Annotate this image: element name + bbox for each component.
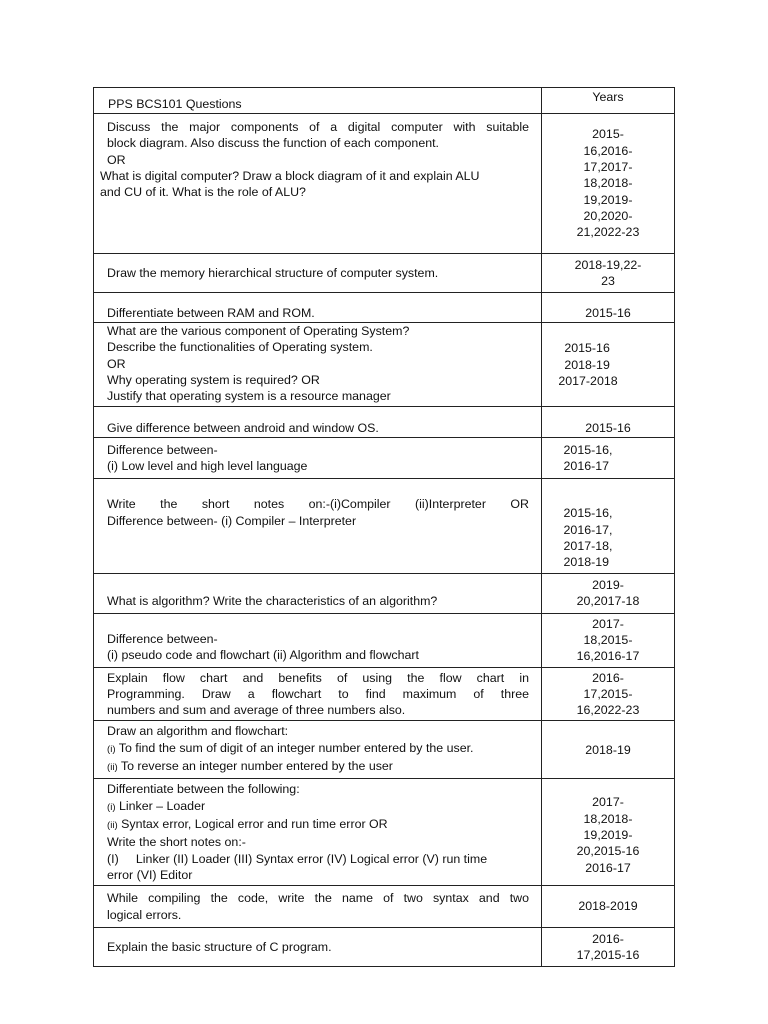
question-line: and CU of it. What is the role of ALU? bbox=[100, 185, 306, 200]
question-line: Differentiate between the following: bbox=[107, 782, 300, 797]
question-cell bbox=[94, 293, 542, 323]
sub-text: To reverse an integer number entered by the user bbox=[120, 759, 393, 774]
table-row bbox=[94, 438, 675, 479]
year-line: 2016- bbox=[592, 931, 624, 946]
header-row bbox=[94, 88, 675, 114]
year-line: 16,2016- bbox=[583, 143, 633, 158]
question-line: error (VI) Editor bbox=[107, 867, 193, 882]
question-line: What is algorithm? Write the characteristics of an algorithm? bbox=[107, 594, 438, 609]
year-line: 17,2017- bbox=[583, 160, 633, 175]
years-cell bbox=[542, 667, 675, 721]
year-line: 19,2019- bbox=[583, 192, 633, 207]
question-line: Explain flow chart and benefits of using the flow chart in bbox=[107, 670, 529, 685]
year-line: 19,2019- bbox=[583, 827, 633, 842]
question-line: Give difference between android and window OS. bbox=[107, 421, 379, 436]
years-cell bbox=[542, 323, 675, 407]
year-line: 2015-16 bbox=[585, 305, 631, 320]
question-line: logical errors. bbox=[107, 907, 182, 922]
year-line: 2018-19 bbox=[563, 555, 610, 570]
year-line: 2018-19 bbox=[564, 357, 610, 372]
table-row bbox=[94, 721, 675, 779]
sub-item bbox=[107, 816, 529, 834]
question-line: Draw an algorithm and flowchart: bbox=[107, 724, 289, 739]
table-row bbox=[94, 928, 675, 967]
year-line: 2017-18, bbox=[563, 539, 613, 554]
table-row bbox=[94, 613, 675, 667]
years-cell bbox=[542, 293, 675, 323]
year-line: 17,2015- bbox=[583, 686, 633, 701]
years-cell bbox=[542, 438, 675, 479]
sub-text: Syntax error, Logical error and run time error OR bbox=[121, 816, 388, 831]
questions-table bbox=[93, 87, 675, 967]
sub-item bbox=[107, 758, 529, 776]
year-line: 2019- bbox=[592, 577, 624, 592]
year-line: 2017- bbox=[592, 616, 624, 631]
question-cell bbox=[94, 613, 542, 667]
year-line: 2017- bbox=[592, 795, 624, 810]
year-line: 2016- bbox=[592, 670, 624, 685]
table-title: PPS BCS101 Questions bbox=[108, 96, 242, 111]
years-cell bbox=[542, 407, 675, 438]
question-line: (I) Linker (II) Loader (III) Syntax error (IV) Logical error (V) run time bbox=[107, 851, 488, 866]
question-line: Discuss the major components of a digital computer with suitable bbox=[107, 120, 529, 134]
years-cell bbox=[542, 886, 675, 928]
table-row bbox=[94, 667, 675, 721]
year-line: 18,2015- bbox=[583, 632, 633, 647]
year-line: 18,2018- bbox=[583, 811, 633, 826]
table-row bbox=[94, 407, 675, 438]
question-cell bbox=[94, 779, 542, 886]
question-cell bbox=[94, 928, 542, 967]
sub-text: To find the sum of digit of an integer number entered by the user. bbox=[118, 740, 474, 755]
question-line: OR bbox=[107, 356, 126, 371]
question-cell bbox=[94, 479, 542, 573]
question-cell bbox=[94, 886, 542, 928]
year-line: 2016-17 bbox=[585, 860, 631, 875]
years-cell bbox=[542, 573, 675, 613]
table-row bbox=[94, 293, 675, 323]
year-line: 2018-19,22- bbox=[574, 257, 642, 272]
question-line: Difference between- bbox=[107, 443, 218, 458]
year-line: 20,2020- bbox=[583, 208, 633, 223]
table-row bbox=[94, 886, 675, 928]
question-cell bbox=[94, 254, 542, 293]
table-row bbox=[94, 254, 675, 293]
question-line: Write the short notes on:-(i)Compiler (ii)Interpreter OR bbox=[107, 497, 529, 512]
year-line: 2018-19 bbox=[585, 742, 631, 757]
question-cell bbox=[94, 407, 542, 438]
question-cell bbox=[94, 114, 542, 254]
year-line: 2017-2018 bbox=[558, 373, 618, 388]
year-line: 16,2016-17 bbox=[576, 649, 640, 664]
question-line: What is digital computer? Draw a block diagram of it and explain ALU bbox=[100, 168, 480, 183]
sub-item bbox=[107, 740, 529, 758]
question-line: (i) pseudo code and flowchart (ii) Algorithm and flowchart bbox=[107, 648, 419, 663]
question-line: Draw the memory hierarchical structure of computer system. bbox=[107, 265, 439, 280]
years-cell bbox=[542, 721, 675, 779]
table-row bbox=[94, 479, 675, 573]
header-years-cell bbox=[542, 88, 675, 114]
question-line: Programming. Draw a flowchart to find maximum of three bbox=[107, 686, 529, 701]
sub-marker: (i) bbox=[107, 801, 116, 813]
question-cell bbox=[94, 667, 542, 721]
year-line: 2018-2019 bbox=[578, 899, 638, 914]
question-cell bbox=[94, 721, 542, 779]
question-line: Difference between- (i) Compiler – Interpreter bbox=[107, 513, 357, 528]
year-line: 2016-17, bbox=[563, 522, 613, 537]
year-line: 23 bbox=[601, 274, 615, 288]
years-column-header: Years bbox=[592, 90, 624, 104]
years-cell bbox=[542, 928, 675, 967]
question-line: Justify that operating system is a resource manager bbox=[107, 389, 391, 404]
sub-marker: (ii) bbox=[107, 819, 118, 831]
sub-text: Linker – Loader bbox=[118, 798, 206, 813]
question-line: OR bbox=[107, 152, 126, 167]
year-line: 2015-16, bbox=[563, 443, 613, 458]
sub-marker: (ii) bbox=[107, 762, 118, 774]
table-row bbox=[94, 779, 675, 886]
question-cell bbox=[94, 438, 542, 479]
question-cell bbox=[94, 573, 542, 613]
question-line: (i) Low level and high level language bbox=[107, 459, 308, 474]
question-line: Difference between- bbox=[107, 631, 218, 646]
years-cell bbox=[542, 479, 675, 573]
year-line: 2015- bbox=[592, 127, 624, 142]
header-title-cell bbox=[94, 88, 542, 114]
question-line: Why operating system is required? OR bbox=[107, 372, 320, 387]
year-line: 21,2022-23 bbox=[576, 225, 640, 240]
question-line: Describe the functionalities of Operating system. bbox=[107, 340, 373, 355]
question-line: Explain the basic structure of C program. bbox=[107, 939, 332, 954]
question-line: block diagram. Also discuss the function of each component. bbox=[107, 136, 439, 151]
years-cell bbox=[542, 114, 675, 254]
question-line: numbers and sum and average of three numbers also. bbox=[107, 703, 406, 718]
year-line: 16,2022-23 bbox=[576, 703, 640, 718]
years-cell bbox=[542, 254, 675, 293]
question-line: What are the various component of Operating System? bbox=[107, 324, 410, 338]
table-row bbox=[94, 323, 675, 407]
year-line: 2015-16, bbox=[563, 506, 613, 521]
year-line: 17,2015-16 bbox=[576, 948, 640, 963]
years-cell bbox=[542, 779, 675, 886]
question-line: While compiling the code, write the name of two syntax and two bbox=[107, 891, 529, 906]
year-line: 20,2017-18 bbox=[576, 594, 640, 609]
year-line: 2015-16 bbox=[564, 341, 610, 356]
years-cell bbox=[542, 613, 675, 667]
question-line: Differentiate between RAM and ROM. bbox=[107, 305, 315, 320]
year-line: 18,2018- bbox=[583, 176, 633, 191]
sub-marker: (i) bbox=[107, 743, 116, 755]
table-row bbox=[94, 114, 675, 254]
question-cell bbox=[94, 323, 542, 407]
year-line: 2015-16 bbox=[585, 421, 631, 436]
year-line: 20,2015-16 bbox=[576, 844, 640, 859]
question-line: Write the short notes on:- bbox=[107, 835, 246, 850]
sub-item bbox=[107, 798, 529, 816]
year-line: 2016-17 bbox=[563, 459, 610, 474]
table-row bbox=[94, 573, 675, 613]
